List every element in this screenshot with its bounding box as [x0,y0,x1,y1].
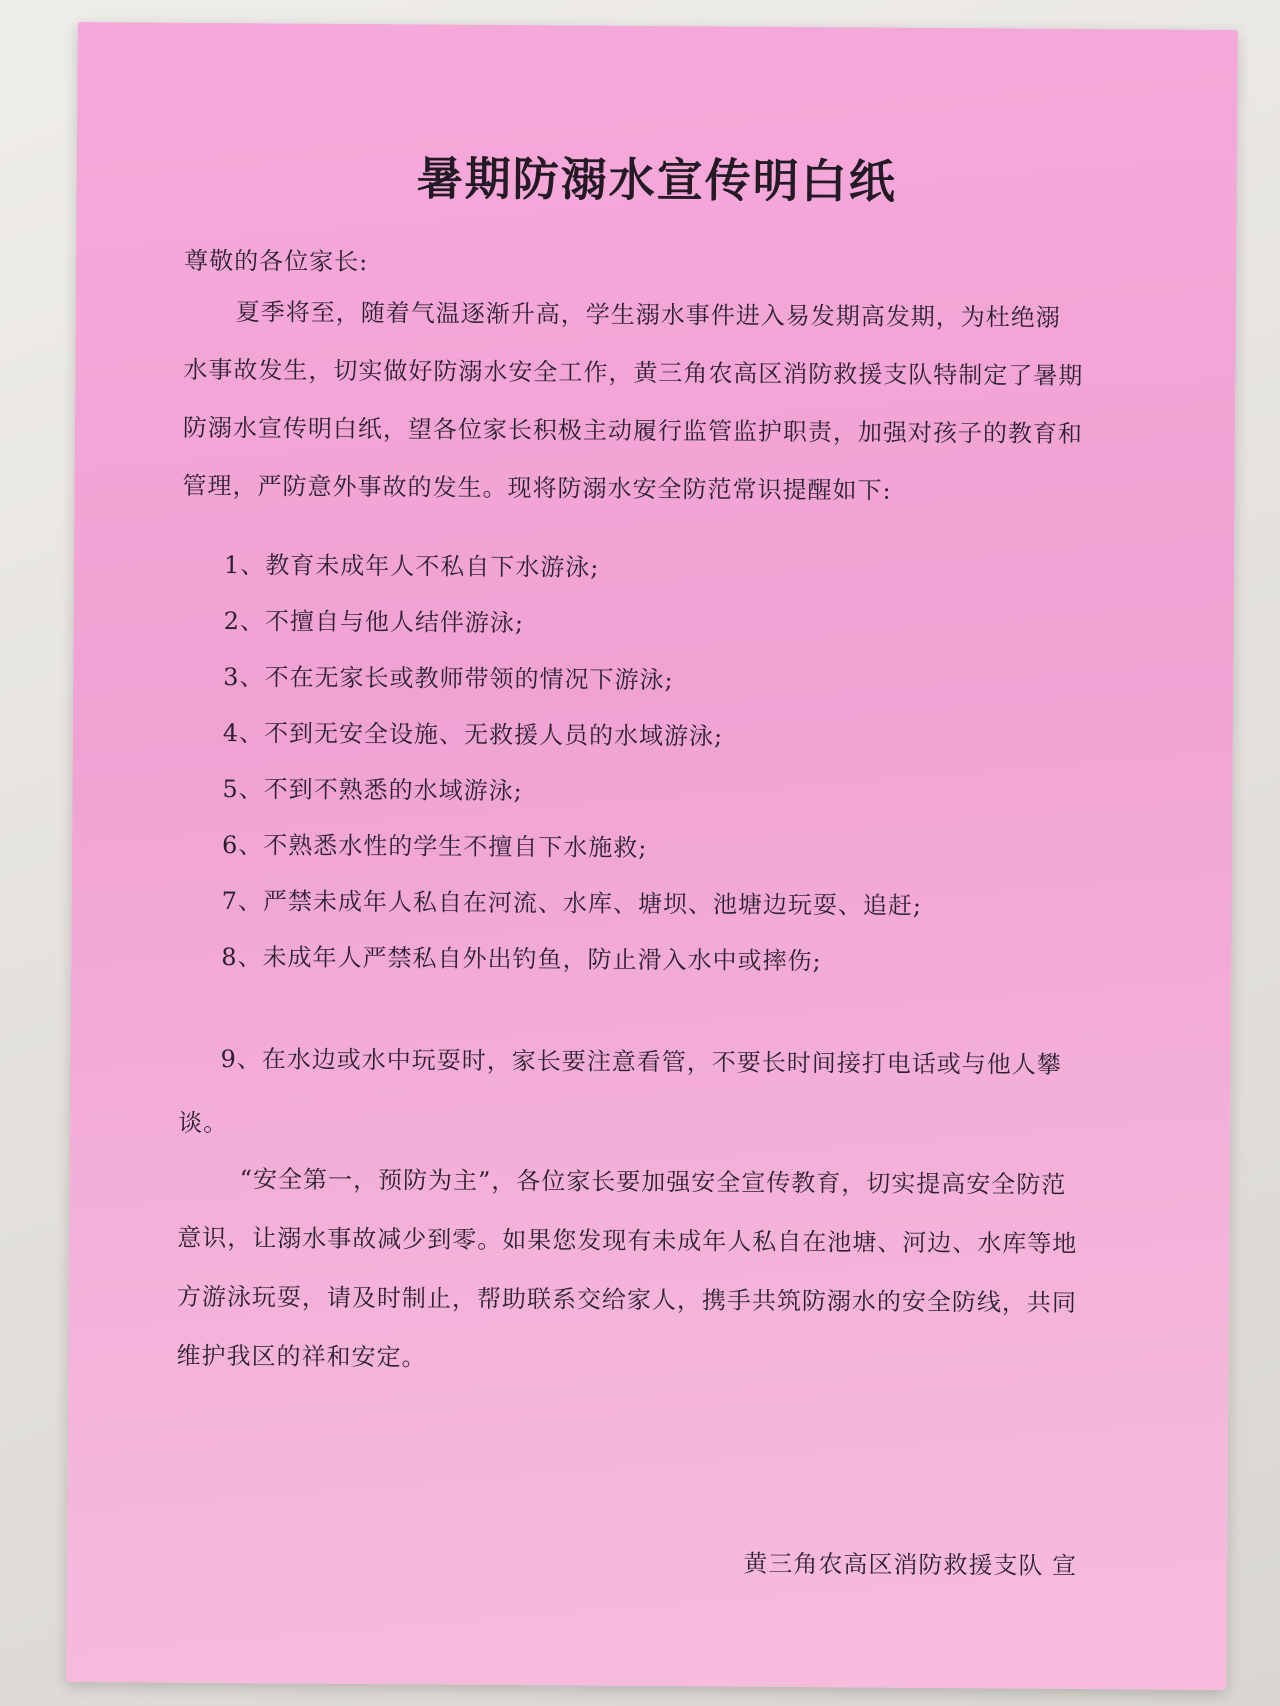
list-item: 4、不到无安全设施、无救援人员的水域游泳; [222,719,724,751]
flyer-paper [66,22,1238,1690]
signature: 黄三角农高区消防救援支队 宣 [743,1549,1078,1580]
safety-tips-list [221,537,924,990]
intro-paragraph: 夏季将至，随着气温逐渐升高，学生溺水事件进入易发期高发期，为杜绝溺水事故发生，切实做好防溺水安全工作，黄三角农高区消防救援支队特制定了暑期防溺水宣传明白纸，望各位家长积极主动履行监管监护职责，加强对孩子的教育和管理，严防意外事故的发生。现将防溺水安全防范常识提醒如下: [182,298,1084,505]
list-item: 2、不擅自与他人结伴游泳; [223,607,525,638]
list-item: 9、在水边或水中玩耍时，家长要注意看管，不要长时间接打电话或与他人攀谈。 [178,1044,1062,1138]
list-item: 8、未成年人严禁私自外出钓鱼，防止滑入水中或摔伤; [221,942,822,976]
document-title: 暑期防溺水宣传明白纸 [416,151,897,209]
closing-paragraph: “安全第一，预防为主”，各位家长要加强安全宣传教育，切实提高安全防范意识，让溺水事故减少到零。如果您发现有未成年人私自在池塘、河边、水库等地方游泳玩耍，请及时制止，帮助联系交给家人，携手共筑防溺水的安全防线，共同维护我区的祥和安定。 [176,1165,1078,1372]
list-item: 5、不到不熟悉的水域游泳; [222,774,523,806]
list-item: 3、不在无家长或教师带领的情况下游泳; [223,663,674,695]
greeting: 尊敬的各位家长: [184,246,369,277]
list-item: 6、不熟悉水性的学生不擅自下水施救; [221,830,648,862]
list-item: 1、教育未成年人不私自下水游泳; [223,551,600,582]
list-item: 7、严禁未成年人私自在河流、水库、塘坝、池塘边玩耍、追赶; [221,886,923,920]
